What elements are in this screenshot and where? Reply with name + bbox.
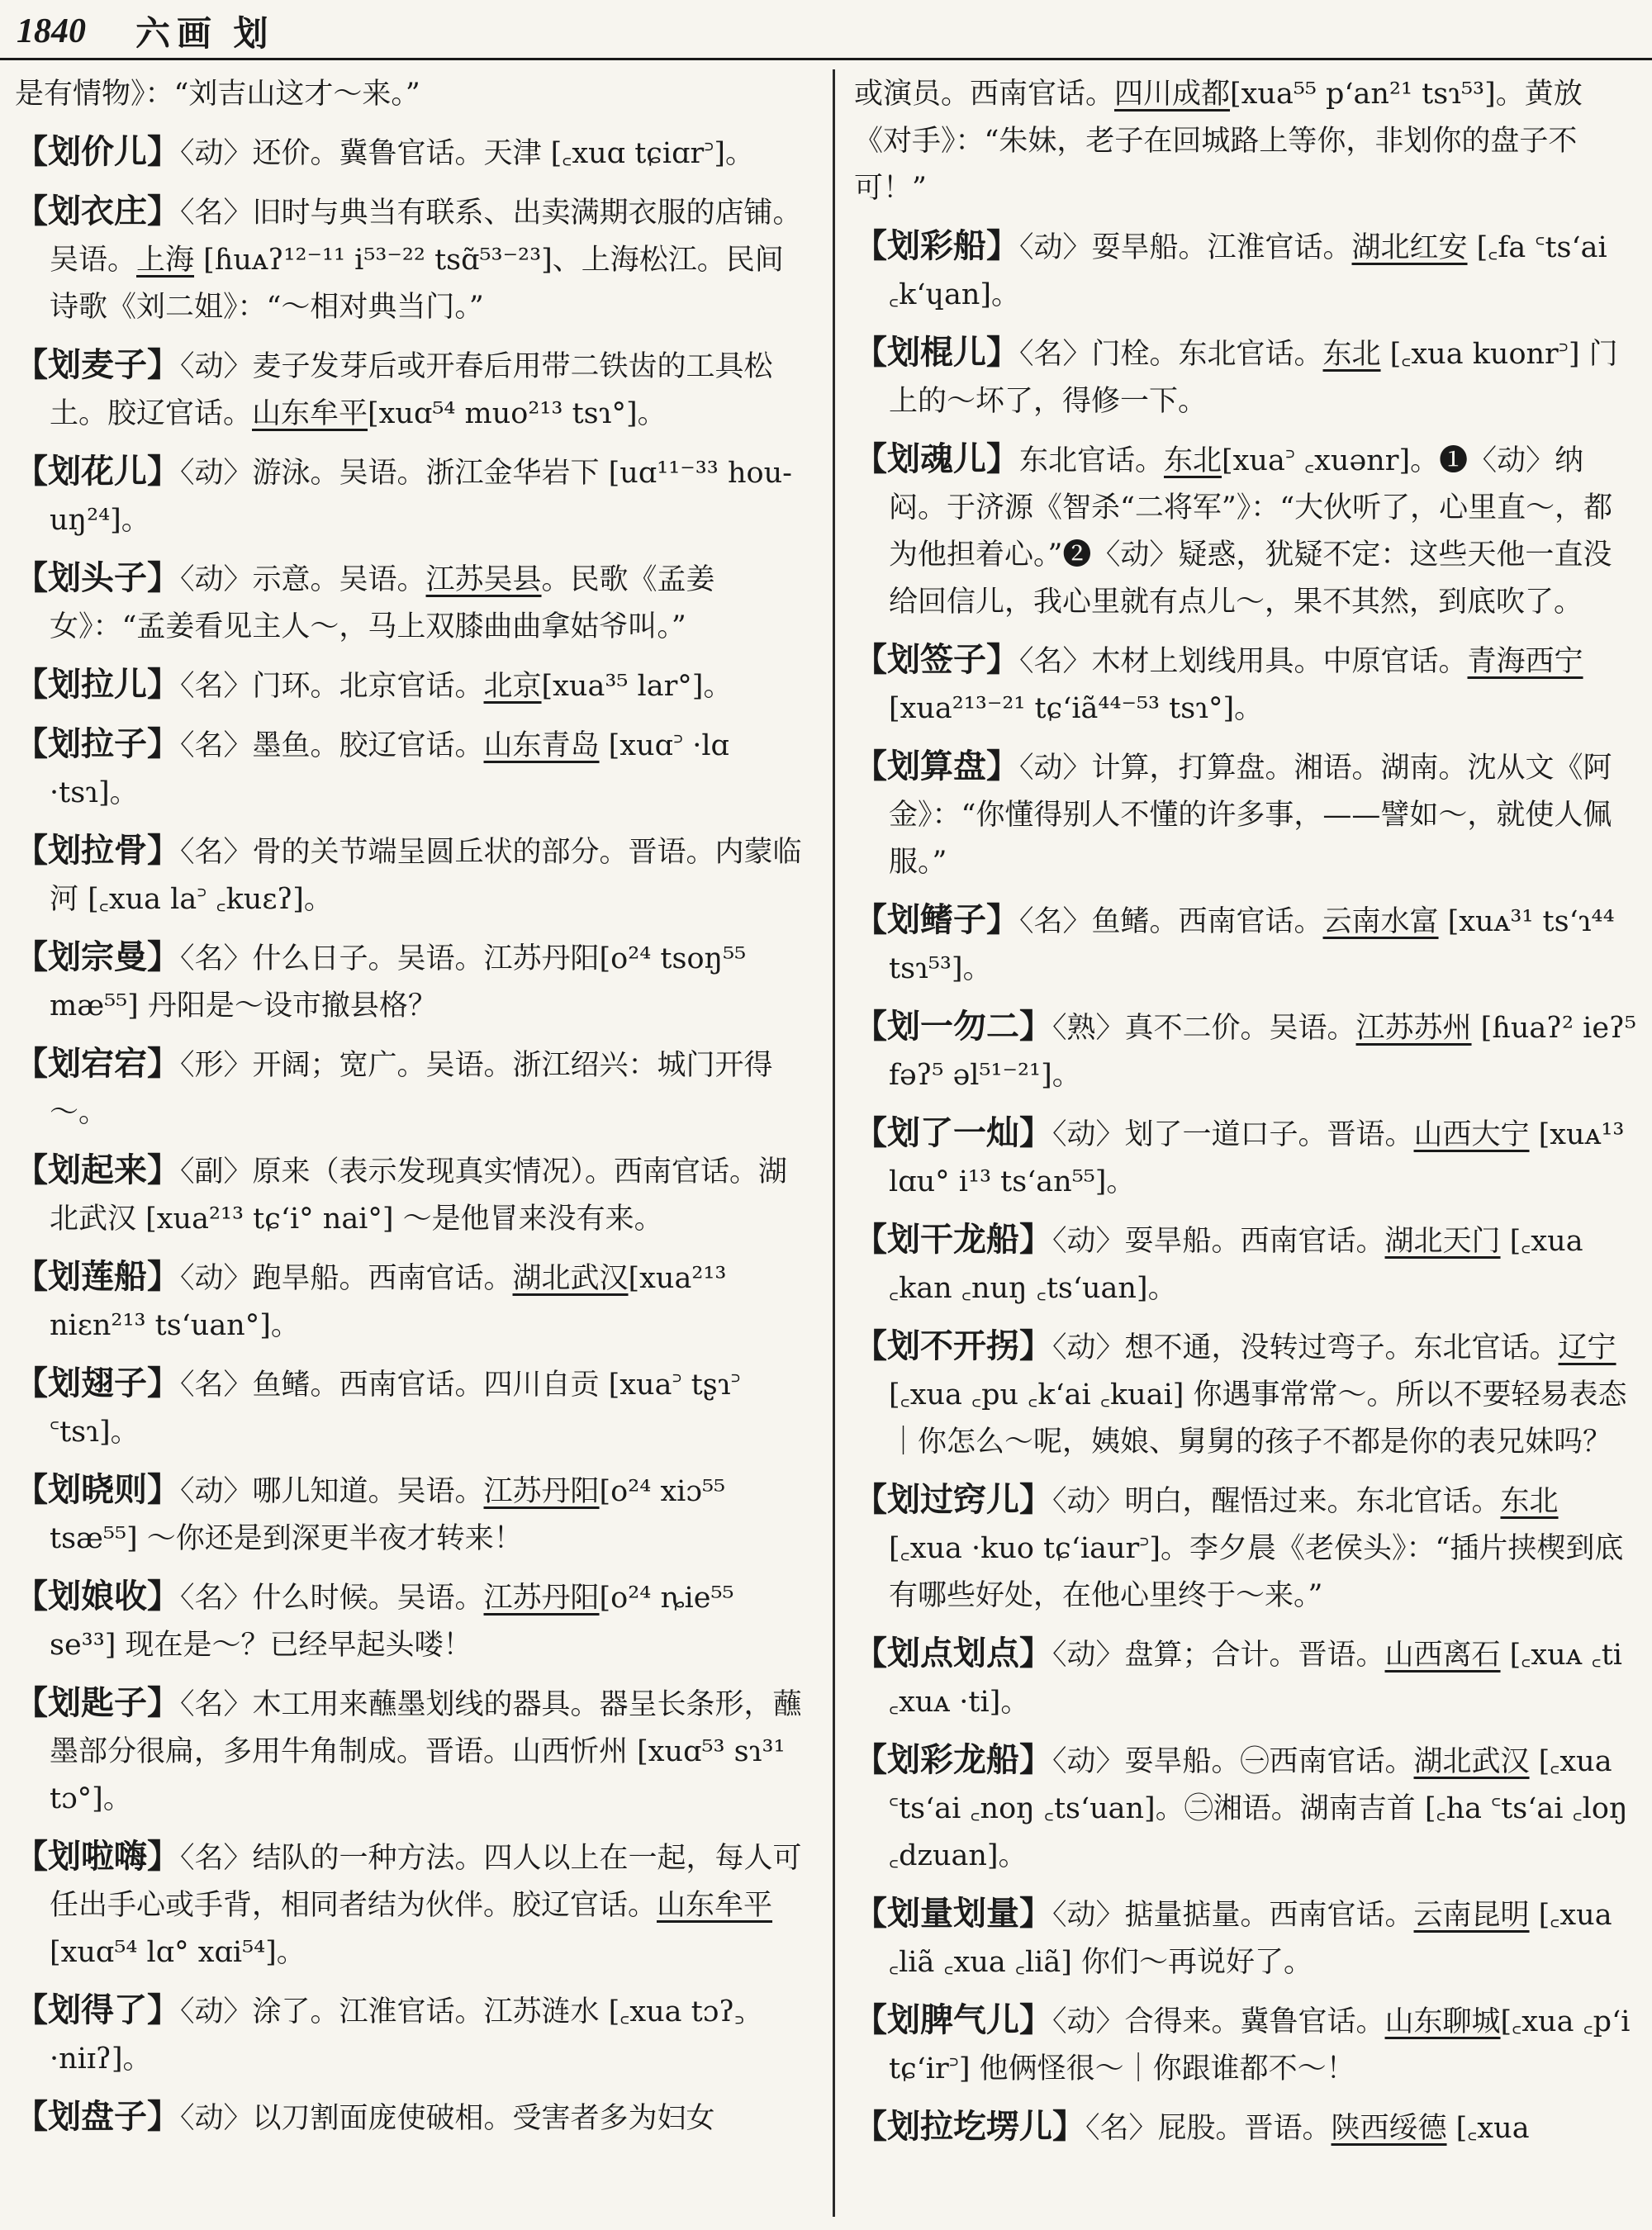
dictionary-entry <box>854 435 1637 626</box>
entry-region: 山西大宁 <box>1413 1118 1530 1151</box>
dictionary-entry <box>15 661 806 710</box>
entry-headword: 【划算盘】 <box>854 747 1019 785</box>
entry-region: 山东青岛 <box>483 729 600 762</box>
entry-region: 湖北武汉 <box>1413 1745 1530 1778</box>
entry-definition: 〈动〉哪儿知道。吴语。 <box>180 1475 484 1508</box>
entry-pronunciation: [꜀xuɑ tɕiɑr꜄]。 <box>550 137 754 170</box>
entry-headword: 【划一勿二】 <box>854 1007 1052 1046</box>
entry-headword: 【划宕宕】 <box>15 1044 180 1083</box>
entry-definition: 〈名〉什么日子。吴语。江苏丹阳 <box>180 942 600 975</box>
entry-pronunciation: [ɦuaʔ² ieʔ⁵ fəʔ⁵ əl⁵¹⁻²¹]。 <box>889 1012 1636 1092</box>
dictionary-entry <box>854 743 1637 886</box>
entry-region: 青海西宁 <box>1467 645 1583 678</box>
entry-region: 山东牟平 <box>657 1889 773 1922</box>
dictionary-entry <box>15 71 806 118</box>
entry-pronunciation: [xua²¹³⁻²¹ tɕʻiã⁴⁴⁻⁵³ tsɿ°]。 <box>889 692 1264 725</box>
entry-headword: 【划魂儿】 <box>854 439 1019 478</box>
entry-region: 陕西绥德 <box>1331 2112 1447 2145</box>
entry-pronunciation: [xua꜄ tʂɿ꜄ ꜂tsɿ]。 <box>50 1369 741 1449</box>
dictionary-entry <box>15 1679 806 1823</box>
entry-definition: 〈名〉门栓。东北官话。 <box>1019 338 1323 371</box>
entry-headword: 【划宗曼】 <box>15 937 180 976</box>
dictionary-entry <box>854 71 1637 212</box>
entry-definition: 〈动〉盘算；合计。晋语。 <box>1052 1639 1385 1672</box>
entry-definition: 〈动〉示意。吴语。 <box>180 563 426 596</box>
entry-headword: 【划翅子】 <box>15 1364 180 1402</box>
entry-headword: 【划晓则】 <box>15 1470 180 1509</box>
entry-region: 辽宁 <box>1558 1331 1616 1364</box>
entry-pronunciation: [꜀xua ꜀pu ꜀kʻai ꜀kuai] 你遇事常常～。所以不要轻易表态｜你怎么～呢，姨娘、舅舅的孩子不都是你的表兄妹吗？ <box>889 1378 1627 1459</box>
dictionary-entry <box>15 2093 806 2142</box>
entry-region: 江苏苏州 <box>1355 1012 1472 1045</box>
entry-headword: 【划莲船】 <box>15 1257 180 1296</box>
entry-definition: 〈名〉木工用来蘸墨划线的器具。器呈长条形，蘸墨部分很扁，多用牛角制成。晋语。山西忻州 <box>50 1688 802 1768</box>
entry-headword: 【划盘子】 <box>15 2097 180 2136</box>
dictionary-entry <box>15 341 806 438</box>
column-divider <box>833 69 835 2217</box>
entry-definition: 是有情物》：“刘吉山这才～来。” <box>15 78 420 111</box>
entry-pronunciation: [꜀xua ·kuo tɕʻiaur꜄]。李夕晨《老侯头》：“插片挟楔到底有哪些好处，在他心里终于～来。” <box>889 1532 1624 1612</box>
dictionary-entry <box>15 720 806 817</box>
entry-definition: 〈动〉掂量掂量。西南官话。 <box>1052 1899 1414 1932</box>
dictionary-entry <box>15 933 806 1030</box>
entry-region: 湖北红安 <box>1351 231 1468 264</box>
entry-definition: 东北官话。 <box>1019 444 1165 477</box>
entry-definition: 〈动〉划了一道口子。晋语。 <box>1052 1118 1414 1151</box>
entry-headword: 【划得了】 <box>15 1990 180 2029</box>
dictionary-entry <box>15 1040 806 1136</box>
page-number: 1840 <box>17 12 86 50</box>
entry-pronunciation: [xua²¹³ niɛn²¹³ tsʻuan°]。 <box>50 1262 727 1342</box>
entry-definition: 〈名〉什么时候。吴语。 <box>180 1582 484 1615</box>
entry-pronunciation: [꜀xua ꜀liã ꜀xua ꜀liã] 你们～再说好了。 <box>889 1899 1612 1979</box>
entry-definition: 〈动〉还价。冀鲁官话。天津 <box>180 137 551 170</box>
entry-pronunciation: [꜀xua <box>1446 2112 1530 2145</box>
entry-definition: 〈名〉鱼鳍。西南官话。四川自贡 <box>180 1369 609 1402</box>
entry-headword: 【划量划量】 <box>854 1894 1052 1933</box>
entry-headword: 【划棍儿】 <box>854 333 1019 372</box>
entry-pronunciation: [o²⁴ tsoŋ⁵⁵ mæ⁵⁵] 丹阳是～设市撤县格？ <box>50 942 747 1022</box>
entry-pronunciation: [xua³⁵ lar°]。 <box>541 670 733 703</box>
entry-definition: 〈动〉耍旱船。㊀西南官话。 <box>1052 1745 1414 1778</box>
entry-pronunciation: [꜀xua ꜀pʻi tɕʻir꜄] 他俩怪很～｜你跟谁都不～！ <box>889 2005 1631 2085</box>
entry-region: 湖北武汉 <box>512 1262 629 1295</box>
entry-region: 山东牟平 <box>252 397 368 430</box>
dictionary-entry <box>15 1833 806 1976</box>
entry-definition: 〈名〉鱼鳍。西南官话。 <box>1019 905 1323 938</box>
entry-definition: 〈熟〉真不二价。吴语。 <box>1052 1012 1356 1045</box>
dictionary-entry <box>15 554 806 651</box>
entry-definition: 〈动〉明白，醒悟过来。东北官话。 <box>1052 1485 1501 1518</box>
dictionary-entry <box>15 1253 806 1350</box>
dictionary-entry <box>15 187 806 331</box>
entry-definition: 〈动〉耍旱船。西南官话。 <box>1052 1225 1385 1258</box>
entry-headword: 【划脾气儿】 <box>854 2000 1052 2039</box>
dictionary-entry <box>15 1146 806 1243</box>
entry-region: 上海 <box>136 244 195 277</box>
entry-headword: 【划匙子】 <box>15 1683 180 1722</box>
entry-pronunciation: [xuᴀ¹³ lɑu° i¹³ tsʻan⁵⁵]。 <box>889 1118 1625 1198</box>
entry-definition: 〈动〉跑旱船。西南官话。 <box>180 1262 513 1295</box>
entry-pronunciation: [xuɑ꜄ ·lɑ ·tsɿ]。 <box>50 729 729 809</box>
dictionary-entry <box>854 636 1637 733</box>
dictionary-entry <box>15 1573 806 1669</box>
dictionary-entry <box>15 1466 806 1563</box>
entry-region: 东北 <box>1322 338 1381 371</box>
entry-region: 东北 <box>1500 1485 1559 1518</box>
entry-headword: 【划点划点】 <box>854 1634 1052 1672</box>
entry-region: 四川成都 <box>1114 78 1231 111</box>
dictionary-entry <box>854 1890 1637 1986</box>
entry-definition: 〈名〉门环。北京官话。 <box>180 670 484 703</box>
entry-region: 东北 <box>1164 444 1222 477</box>
entry-headword: 【划娘收】 <box>15 1577 180 1616</box>
dictionary-entry <box>15 1986 806 2083</box>
entry-pronunciation: [ɦuᴀʔ¹²⁻¹¹ i⁵³⁻²² tsɑ̃⁵³⁻²³]、上海松江。民间诗歌《刘二姐》：“～相对典当门。” <box>50 244 784 324</box>
entry-region: 云南昆明 <box>1413 1899 1530 1932</box>
entry-pronunciation: [o²⁴ ȵie⁵⁵ se³³] 现在是～？已经早起头喽！ <box>50 1582 734 1662</box>
entry-definition: 〈名〉骨的关节端呈圆丘状的部分。晋语。内蒙临河 <box>50 836 802 916</box>
entry-definition: 〈动〉涂了。江淮官话。江苏涟水 <box>180 1995 609 2028</box>
entry-definition: 〈副〉原来（表示发现真实情况）。西南官话。湖北武汉 <box>50 1155 788 1236</box>
entry-pronunciation: [꜀xuᴀ ꜀ti ꜀xuᴀ ·ti]。 <box>889 1639 1622 1719</box>
entry-headword: 【划麦子】 <box>15 345 180 384</box>
entry-pronunciation: [xuɑ⁵³ sɿ³¹ tɔ°]。 <box>50 1735 786 1815</box>
entry-headword: 【划啦嗨】 <box>15 1837 180 1876</box>
entry-pronunciation: [o²⁴ xiɔ⁵⁵ tsæ⁵⁵] ～你还是到深更半夜才转来！ <box>50 1475 726 1555</box>
dictionary-entry <box>854 1630 1637 1726</box>
entry-definition: 〈名〉屁股。晋语。 <box>1085 2112 1332 2145</box>
entry-region: 北京 <box>483 670 542 703</box>
entry-definition: 〈动〉以刀割面庞使破相。受害者多为妇女 <box>180 2102 715 2135</box>
page-header <box>17 7 1635 56</box>
entry-definition: 或演员。西南官话。 <box>854 78 1115 111</box>
left-column <box>15 71 806 2227</box>
entry-headword: 【划彩船】 <box>854 226 1019 265</box>
entry-region: 湖北天门 <box>1384 1225 1501 1258</box>
entry-definition: 〈动〉合得来。冀鲁官话。 <box>1052 2005 1385 2038</box>
dictionary-entry <box>15 448 806 544</box>
header-rule <box>0 58 1652 60</box>
dictionary-entry <box>854 222 1637 319</box>
entry-headword: 【划鳍子】 <box>854 900 1019 939</box>
entry-headword: 【划拉子】 <box>15 724 180 763</box>
entry-definition: 〈动〉想不通，没转过弯子。东北官话。 <box>1052 1331 1559 1364</box>
entry-headword: 【划拉骨】 <box>15 831 180 870</box>
entry-pronunciation: [꜀xua ꜂tsʻai ꜀noŋ ꜀tsʻuan]。㊁湘语。湖南吉首 [꜀ha ꜂tsʻai ꜀loŋ ꜀dzuan]。 <box>889 1745 1628 1872</box>
entry-pronunciation: [꜀xua tɔʔ꜆ ·niɪʔ]。 <box>50 1995 745 2076</box>
entry-definition: 〈名〉结队的一种方法。四人以上在一起，每人可任出手心或手背，相同者结为伙伴。胶辽官话。 <box>50 1842 802 1922</box>
dictionary-entry <box>854 1996 1637 2093</box>
entry-headword: 【划拉圪塄儿】 <box>854 2107 1085 2146</box>
entry-region: 山西离石 <box>1384 1639 1501 1672</box>
right-column <box>854 71 1637 2227</box>
entry-pronunciation: [xua²¹³ tɕʻi° nai°] ～是他冒来没有来。 <box>145 1203 663 1236</box>
entry-region: 江苏丹阳 <box>483 1582 600 1615</box>
dictionary-entry <box>854 1109 1637 1206</box>
entry-pronunciation: [xuɑ⁵⁴ muo²¹³ tsɿ°]。 <box>368 397 667 430</box>
entry-region: 江苏吴县 <box>425 563 542 596</box>
entry-headword: 【划干龙船】 <box>854 1220 1052 1259</box>
entry-pronunciation: [uɑ¹¹⁻³³ hou-uŋ²⁴]。 <box>50 457 792 537</box>
entry-headword: 【划花儿】 <box>15 452 180 491</box>
dictionary-entry <box>854 1216 1637 1312</box>
entry-definition: 〈名〉墨鱼。胶辽官话。 <box>180 729 484 762</box>
entry-headword: 【划衣庄】 <box>15 192 180 230</box>
entry-region: 江苏丹阳 <box>483 1475 600 1508</box>
entry-definition: 〈名〉木材上划线用具。中原官话。 <box>1019 645 1468 678</box>
dictionary-entry <box>854 1476 1637 1620</box>
entry-headword: 【划拉儿】 <box>15 665 180 704</box>
entry-headword: 【划签子】 <box>854 640 1019 679</box>
dictionary-entry <box>854 896 1637 993</box>
entry-headword: 【划彩龙船】 <box>854 1740 1052 1779</box>
entry-pronunciation: [꜀xua la꜄ ꜀kuɛʔ]。 <box>88 883 333 916</box>
dictionary-entry <box>854 1322 1637 1466</box>
entry-pronunciation: [꜀fa ꜂tsʻai ꜀kʻɥan]。 <box>889 231 1607 311</box>
entry-pronunciation: 。民歌《孟姜女》：“孟姜看见主人～，马上双膝曲曲拿姑爷叫。” <box>50 563 715 643</box>
entry-headword: 【划过窍儿】 <box>854 1480 1052 1519</box>
entry-headword: 【划了一灿】 <box>854 1113 1052 1152</box>
entry-definition: 〈动〉计算，打算盘。湘语。湖南。沈从文《阿金》：“你懂得别人不懂的许多事，——譬如～，就使人佩服。” <box>889 752 1612 879</box>
dictionary-entry <box>854 1003 1637 1099</box>
entry-pronunciation: [xua⁵⁵ pʻan²¹ tsɿ⁵³]。黄放《对手》：“朱妹，老子在回城路上等你，非划你的盘子不可！” <box>854 78 1583 205</box>
entry-headword: 【划起来】 <box>15 1151 180 1189</box>
entry-region: 云南水富 <box>1322 905 1439 938</box>
entry-definition: 〈名〉旧时与典当有联系、出卖满期衣服的店铺。吴语。 <box>50 197 802 277</box>
dictionary-entry <box>854 2103 1637 2152</box>
entry-headword: 【划不开拐】 <box>854 1326 1052 1365</box>
dictionary-entry <box>854 1736 1637 1880</box>
dictionary-entry <box>15 1359 806 1456</box>
entry-pronunciation: [xuɑ⁵⁴ lɑ° xɑi⁵⁴]。 <box>50 1936 306 1969</box>
entry-pronunciation: [꜀xua kuonr꜄] 门上的～坏了，得修一下。 <box>889 338 1618 418</box>
entry-headword: 【划价儿】 <box>15 132 180 171</box>
entry-definition: 〈动〉游泳。吴语。浙江金华岩下 <box>180 457 609 490</box>
dictionary-entry <box>854 329 1637 425</box>
entry-pronunciation: [꜀xua ꜀kan ꜀nuŋ ꜀tsʻuan]。 <box>889 1225 1583 1305</box>
entry-headword: 【划头子】 <box>15 558 180 597</box>
entry-definition: 〈形〉开阔；宽广。吴语。浙江绍兴：城门开得～。 <box>50 1049 773 1129</box>
section-title: 六画 划 <box>135 16 275 54</box>
entry-region: 山东聊城 <box>1384 2005 1501 2038</box>
entry-pronunciation: [xuᴀ³¹ tsʻɿ⁴⁴ tsɿ⁵³]。 <box>889 905 1615 985</box>
entry-pronunciation: [xua꜄ ꜀xuənr]。❶〈动〉纳闷。于济源《智杀“二将军”》：“大伙听了，心里直～，都为他担着心。”❷〈动〉疑惑，犹疑不定：这些天他一直没给回信儿，我心里就有点儿～，果不其然，到底吹了。 <box>889 444 1613 619</box>
dictionary-entry <box>15 128 806 178</box>
entry-definition: 〈动〉麦子发芽后或开春后用带二铁齿的工具松土。胶辽官话。 <box>50 350 773 430</box>
dictionary-entry <box>15 827 806 923</box>
entry-definition: 〈动〉耍旱船。江淮官话。 <box>1019 231 1352 264</box>
